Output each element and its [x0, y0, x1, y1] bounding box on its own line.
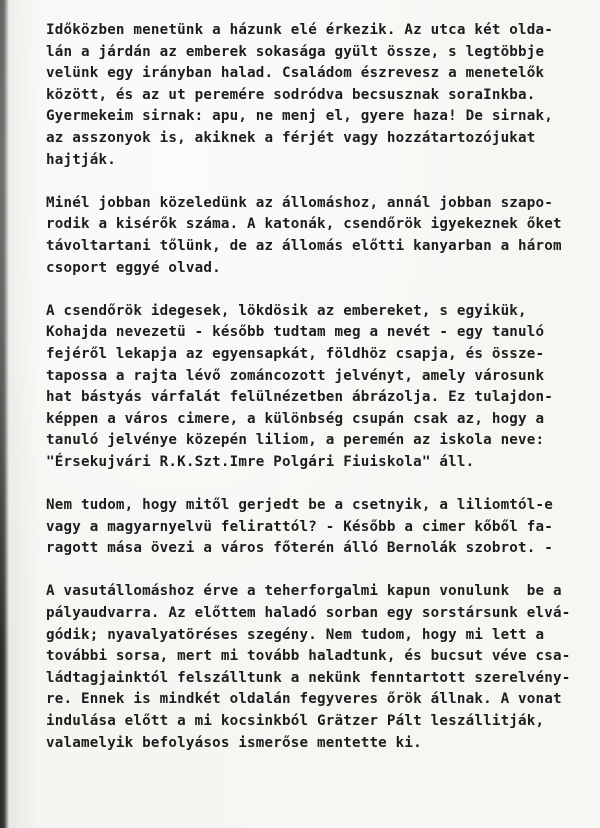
text-line: ragott mása övezi a város főterén álló Bernolák szobrot. - [46, 540, 554, 557]
paragraph-4 [46, 495, 590, 560]
text-line: további sorsa, mert mi tovább haladtunk, és bucsut véve csa- [46, 648, 571, 665]
text-line: Időközben menetünk a házunk elé érkezik. Az utca két olda- [46, 22, 554, 38]
text-line: képpen a város cimere, a különbség csupán csak az, hogy a [46, 410, 545, 427]
text-line: A vasutállomáshoz érve a teherforgalmi kapun vonulunk be a [46, 583, 562, 600]
text-line: A csendőrök idegesek, lökdösik az embereket, s egyikük, [46, 302, 527, 319]
text-line: pályaudvarra. Az előttem haladó sorban egy sorstársunk elvá- [46, 605, 571, 622]
text-line: Gyermekeim sirnak: apu, ne menj el, gyere haza! De sirnak, [46, 108, 554, 125]
paragraph-3 [46, 301, 590, 474]
paragraph-5 [46, 581, 590, 754]
text-line: re. Ennek is mindkét oldalán fegyveres őrök állnak. A vonat [46, 691, 562, 708]
text-line: távoltartani tőlünk, de az állomás előtti kanyarban a három [46, 237, 562, 254]
text-line: vagy a magyarnyelvü felirattól? - Később a cimer kőből fa- [46, 518, 554, 535]
text-line: rodik a kisérők száma. A katonák, csendőrök igyekeznek őket [46, 216, 562, 233]
text-line: Nem tudom, hogy mitől gerjedt be a csetnyik, a liliomtól-e [46, 497, 554, 514]
text-line: fejéről lekapja az egyensapkát, földhöz csapja, és össze- [46, 345, 545, 362]
typewritten-text [46, 20, 590, 776]
text-line: gódik; nyavalyatöréses szegény. Nem tudom, hogy mi lett a [46, 626, 545, 643]
text-line: Minél jobban közeledünk az állomáshoz, annál jobban szapo- [46, 194, 554, 211]
text-line: valamelyik befolyásos ismerőse mentette ki. [46, 734, 422, 751]
text-line: az asszonyok is, akiknek a férjét vagy hozzátartozójukat [46, 129, 536, 146]
text-line: hat bástyás várfalát felülnézetben ábrázolja. Ez tulajdon- [46, 389, 554, 406]
text-line: ládtagjainktól felszálltunk a nekünk fenntartott szerelvény- [46, 669, 571, 686]
text-line: lán a járdán az emberek sokasága gyült össze, s legtöbbje [46, 43, 545, 60]
text-line: Kohajda nevezetü - később tudtam meg a nevét - egy tanuló [46, 324, 545, 341]
text-line: "Érsekujvári R.K.Szt.Imre Polgári Fiuiskola" áll. [46, 453, 475, 470]
text-line: indulása előtt a mi kocsinkból Grätzer Pált leszállitják, [46, 713, 545, 729]
text-line: hajtják. [46, 151, 116, 168]
paragraph-1 [46, 20, 590, 171]
text-line: tanuló jelvénye közepén liliom, a peremén az iskola neve: [46, 432, 545, 449]
text-line: csoport eggyé olvad. [46, 259, 221, 276]
text-line: között, és az ut peremére sodródva becsusznak soraInkba. [46, 86, 536, 103]
paragraph-2 [46, 193, 590, 279]
text-line: tapossa a rajta lévő zománcozott jelvényt, amely városunk [46, 367, 545, 384]
text-line: velünk egy irányban halad. Családom észrevesz a menetelők [46, 65, 545, 82]
